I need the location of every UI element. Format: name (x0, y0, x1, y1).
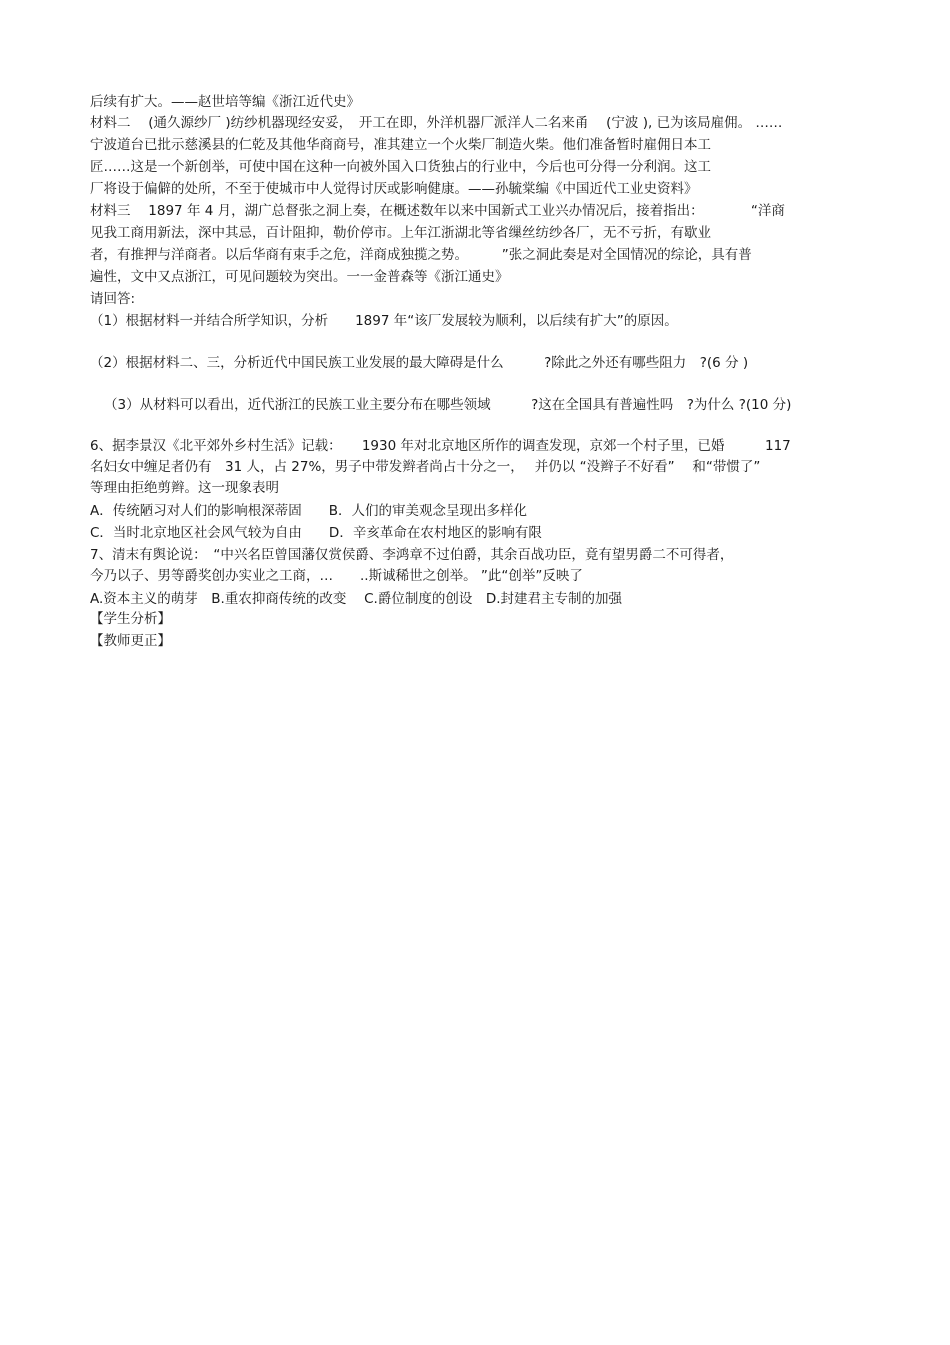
material3-line-2: 见我工商用新法，深中其忌，百计阻抑，勒价停市。上年江浙湖北等省缫丝纺纱各厂，无不亏折，有歇业 (90, 225, 711, 241)
material2-line-2: 宁波道台已批示慈溪县的仁乾及其他华商商号，准其建立一个火柴厂制造火柴。他们准备暂时雇佣日本工 (90, 137, 711, 153)
question-3: （3）从材料可以看出，近代浙江的民族工业主要分布在哪些领域 ?这在全国具有普遍性吗 ?为什么 ?(10 分) (104, 397, 792, 413)
question-2: （2）根据材料二、三，分析近代中国民族工业发展的最大障碍是什么 ?除此之外还有哪些阻力 ?(6 分 ) (90, 355, 749, 371)
answer-prompt: 请回答: (90, 291, 136, 307)
q7-options: A.资本主义的萌芽 B.重农抑商传统的改变 C.爵位制度的创设 D.封建君主专制的加强 (90, 591, 623, 607)
q7-line-1: 7、清末有舆论说： “中兴名臣曾国藩仅赏侯爵、李鸿章不过伯爵，其余百战功臣，竟有望男爵二不可得者， (90, 547, 734, 563)
material2-line-4: 厂将设于偏僻的处所，不至于使城市中人觉得讨厌或影响健康。——孙毓棠编《中国近代工业史资料》 (90, 181, 698, 197)
material3-line-4: 遍性，文中又点浙江，可见问题较为突出。一一金普森等《浙江通史》 (90, 269, 509, 285)
q6-line-3: 等理由拒绝剪辫。这一现象表明 (90, 480, 279, 496)
material3-line-3: 者，有推押与洋商者。以后华商有束手之危，洋商成独揽之势。 ”张之洞此奏是对全国情况的综论，具有普 (90, 247, 752, 263)
material3-line-1: 材料三 1897 年 4 月，湖广总督张之洞上奏，在概述数年以来中国新式工业兴办情况后，接着指出： “洋商 (90, 203, 785, 219)
material2-line-3: 匠……这是一个新创举，可使中国在这种一向被外国入口货独占的行业中，今后也可分得一分利润。这工 (90, 159, 711, 175)
q6-option-ab: A．传统陋习对人们的影响根深蒂固 B．人们的审美观念呈现出多样化 (90, 503, 527, 519)
student-analysis-heading: 【学生分析】 (90, 611, 171, 627)
material1-tail: 后续有扩大。——赵世培等编《浙江近代史》 (90, 94, 360, 110)
teacher-correction-heading: 【教师更正】 (90, 633, 171, 649)
q6-line-2: 名妇女中缠足者仍有 31 人，占 27%，男子中带发辫者尚占十分之一， 并仍以 “没辫子不好看” 和“带惯了” (90, 459, 761, 475)
material2-line-1: 材料二 (通久源纱厂 )纺纱机器现经安妥， 开工在即，外洋机器厂派洋人二名来甬 (宁波 ), 已为该局雇佣。 …… (90, 115, 783, 131)
question-1: （1）根据材料一并结合所学知识，分析 1897 年“该厂发展较为顺利，以后续有扩大”的原因。 (90, 313, 678, 329)
q6-option-cd: C．当时北京地区社会风气较为自由 D．辛亥革命在农村地区的影响有限 (90, 525, 542, 541)
q6-line-1: 6、据李景汉《北平郊外乡村生活》记载： 1930 年对北京地区所作的调查发现，京郊一个村子里，已婚 117 (90, 438, 791, 454)
q7-line-2: 今乃以子、男等爵奖创办实业之工商，… ..斯诚稀世之创举。 ”此“创举”反映了 (90, 568, 583, 584)
